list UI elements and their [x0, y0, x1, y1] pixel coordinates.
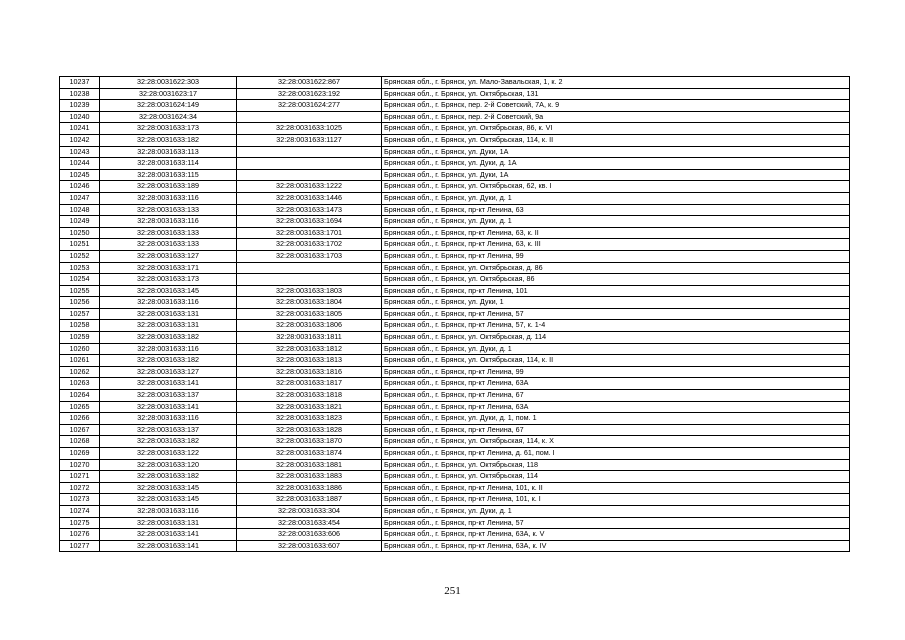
- address-cell: Брянская обл., г. Брянск, ул. Октябрьская, 114, к. II: [382, 134, 850, 146]
- table-row: [60, 169, 850, 181]
- table-row: [60, 436, 850, 448]
- address-cell: Брянская обл., г. Брянск, ул. Дуки, 1А: [382, 169, 850, 181]
- address-cell: Брянская обл., г. Брянск, пр-кт Ленина, 63, к. II: [382, 227, 850, 239]
- row-number-cell: 10276: [60, 529, 100, 541]
- table-row: [60, 77, 850, 89]
- table-row: [60, 88, 850, 100]
- row-number-cell: 10248: [60, 204, 100, 216]
- address-cell: Брянская обл., г. Брянск, пр-кт Ленина, д. 61, пом. I: [382, 448, 850, 460]
- parcel-cadastral-number-cell: 32:28:0031633:114: [100, 158, 237, 170]
- row-number-cell: 10267: [60, 424, 100, 436]
- row-number-cell: 10270: [60, 459, 100, 471]
- table-row: [60, 216, 850, 228]
- row-number-cell: 10274: [60, 505, 100, 517]
- row-number-cell: 10244: [60, 158, 100, 170]
- table-row: [60, 123, 850, 135]
- address-cell: Брянская обл., г. Брянск, пр-кт Ленина, 63А: [382, 378, 850, 390]
- address-cell: Брянская обл., г. Брянск, пр-кт Ленина, 101, к. I: [382, 494, 850, 506]
- address-cell: Брянская обл., г. Брянск, ул. Дуки, д. 1: [382, 192, 850, 204]
- address-cell: Брянская обл., г. Брянск, ул. Октябрьская, 118: [382, 459, 850, 471]
- object-cadastral-number-cell: [237, 111, 382, 123]
- object-cadastral-number-cell: 32:28:0031633:1806: [237, 320, 382, 332]
- parcel-cadastral-number-cell: 32:28:0031633:116: [100, 297, 237, 309]
- address-cell: Брянская обл., г. Брянск, ул. Дуки, д. 1: [382, 505, 850, 517]
- table-row: [60, 529, 850, 541]
- parcel-cadastral-number-cell: 32:28:0031633:131: [100, 320, 237, 332]
- parcel-cadastral-number-cell: 32:28:0031633:145: [100, 482, 237, 494]
- row-number-cell: 10252: [60, 250, 100, 262]
- address-cell: Брянская обл., г. Брянск, пр-кт Ленина, 63: [382, 204, 850, 216]
- row-number-cell: 10262: [60, 366, 100, 378]
- object-cadastral-number-cell: 32:28:0031633:606: [237, 529, 382, 541]
- parcel-cadastral-number-cell: 32:28:0031633:131: [100, 308, 237, 320]
- object-cadastral-number-cell: 32:28:0031633:1870: [237, 436, 382, 448]
- parcel-cadastral-number-cell: 32:28:0031633:141: [100, 540, 237, 552]
- row-number-cell: 10275: [60, 517, 100, 529]
- address-cell: Брянская обл., г. Брянск, ул. Октябрьская, д. 114: [382, 332, 850, 344]
- object-cadastral-number-cell: 32:28:0031633:1818: [237, 390, 382, 402]
- parcel-cadastral-number-cell: 32:28:0031633:141: [100, 401, 237, 413]
- table-row: [60, 204, 850, 216]
- parcel-cadastral-number-cell: 32:28:0031633:115: [100, 169, 237, 181]
- object-cadastral-number-cell: 32:28:0031633:1701: [237, 227, 382, 239]
- parcel-cadastral-number-cell: 32:28:0031633:141: [100, 529, 237, 541]
- address-cell: Брянская обл., г. Брянск, ул. Октябрьская, 114, к. X: [382, 436, 850, 448]
- address-cell: Брянская обл., г. Брянск, ул. Дуки, 1: [382, 297, 850, 309]
- address-cell: Брянская обл., г. Брянск, ул. Октябрьская, 114, к. II: [382, 355, 850, 367]
- parcel-cadastral-number-cell: 32:28:0031633:116: [100, 505, 237, 517]
- object-cadastral-number-cell: 32:28:0031633:1828: [237, 424, 382, 436]
- object-cadastral-number-cell: 32:28:0031633:1446: [237, 192, 382, 204]
- address-cell: Брянская обл., г. Брянск, ул. Мало-Завальская, 1, к. 2: [382, 77, 850, 89]
- table-row: [60, 100, 850, 112]
- object-cadastral-number-cell: 32:28:0031633:1803: [237, 285, 382, 297]
- row-number-cell: 10277: [60, 540, 100, 552]
- address-cell: Брянская обл., г. Брянск, пр-кт Ленина, 101, к. II: [382, 482, 850, 494]
- row-number-cell: 10264: [60, 390, 100, 402]
- object-cadastral-number-cell: 32:28:0031633:1883: [237, 471, 382, 483]
- object-cadastral-number-cell: 32:28:0031633:1874: [237, 448, 382, 460]
- row-number-cell: 10253: [60, 262, 100, 274]
- object-cadastral-number-cell: [237, 262, 382, 274]
- object-cadastral-number-cell: 32:28:0031633:1811: [237, 332, 382, 344]
- address-cell: Брянская обл., г. Брянск, ул. Октябрьская, 62, кв. I: [382, 181, 850, 193]
- row-number-cell: 10257: [60, 308, 100, 320]
- parcel-cadastral-number-cell: 32:28:0031633:182: [100, 134, 237, 146]
- row-number-cell: 10272: [60, 482, 100, 494]
- table-row: [60, 192, 850, 204]
- table-row: [60, 448, 850, 460]
- row-number-cell: 10254: [60, 274, 100, 286]
- table-row: [60, 505, 850, 517]
- table-row: [60, 424, 850, 436]
- table-row: [60, 355, 850, 367]
- row-number-cell: 10246: [60, 181, 100, 193]
- parcel-cadastral-number-cell: 32:28:0031633:171: [100, 262, 237, 274]
- object-cadastral-number-cell: 32:28:0031633:1812: [237, 343, 382, 355]
- table-row: [60, 540, 850, 552]
- object-cadastral-number-cell: 32:28:0031633:1805: [237, 308, 382, 320]
- parcel-cadastral-number-cell: 32:28:0031633:133: [100, 239, 237, 251]
- address-cell: Брянская обл., г. Брянск, пр-кт Ленина, 57: [382, 517, 850, 529]
- parcel-cadastral-number-cell: 32:28:0031633:133: [100, 204, 237, 216]
- table-row: [60, 250, 850, 262]
- address-cell: Брянская обл., г. Брянск, пр-кт Ленина, 99: [382, 366, 850, 378]
- row-number-cell: 10265: [60, 401, 100, 413]
- address-cell: Брянская обл., г. Брянск, пр-кт Ленина, 63А, к. V: [382, 529, 850, 541]
- address-cell: Брянская обл., г. Брянск, ул. Октябрьская, 86: [382, 274, 850, 286]
- row-number-cell: 10243: [60, 146, 100, 158]
- row-number-cell: 10241: [60, 123, 100, 135]
- address-cell: Брянская обл., г. Брянск, пр-кт Ленина, 57, к. 1-4: [382, 320, 850, 332]
- page-number: 251: [444, 585, 461, 597]
- row-number-cell: 10259: [60, 332, 100, 344]
- address-cell: Брянская обл., г. Брянск, пер. 2-й Советский, 7А, к. 9: [382, 100, 850, 112]
- address-cell: Брянская обл., г. Брянск, пр-кт Ленина, 99: [382, 250, 850, 262]
- object-cadastral-number-cell: 32:28:0031633:454: [237, 517, 382, 529]
- parcel-cadastral-number-cell: 32:28:0031622:303: [100, 77, 237, 89]
- address-cell: Брянская обл., г. Брянск, ул. Октябрьская, 86, к. VI: [382, 123, 850, 135]
- address-cell: Брянская обл., г. Брянск, ул. Дуки, д. 1: [382, 216, 850, 228]
- table-row: [60, 285, 850, 297]
- row-number-cell: 10240: [60, 111, 100, 123]
- table-row: [60, 517, 850, 529]
- parcel-cadastral-number-cell: 32:28:0031633:145: [100, 285, 237, 297]
- parcel-cadastral-number-cell: 32:28:0031633:182: [100, 436, 237, 448]
- object-cadastral-number-cell: 32:28:0031633:1694: [237, 216, 382, 228]
- object-cadastral-number-cell: 32:28:0031633:1127: [237, 134, 382, 146]
- property-registry-table: [59, 76, 850, 552]
- table-row: [60, 181, 850, 193]
- table-row: [60, 332, 850, 344]
- row-number-cell: 10255: [60, 285, 100, 297]
- parcel-cadastral-number-cell: 32:28:0031633:127: [100, 366, 237, 378]
- row-number-cell: 10247: [60, 192, 100, 204]
- parcel-cadastral-number-cell: 32:28:0031633:182: [100, 471, 237, 483]
- table-row: [60, 482, 850, 494]
- object-cadastral-number-cell: 32:28:0031633:1817: [237, 378, 382, 390]
- parcel-cadastral-number-cell: 32:28:0031633:137: [100, 390, 237, 402]
- parcel-cadastral-number-cell: 32:28:0031633:127: [100, 250, 237, 262]
- parcel-cadastral-number-cell: 32:28:0031633:133: [100, 227, 237, 239]
- object-cadastral-number-cell: 32:28:0031633:1886: [237, 482, 382, 494]
- parcel-cadastral-number-cell: 32:28:0031633:145: [100, 494, 237, 506]
- row-number-cell: 10273: [60, 494, 100, 506]
- table-row: [60, 274, 850, 286]
- parcel-cadastral-number-cell: 32:28:0031633:182: [100, 355, 237, 367]
- address-cell: Брянская обл., г. Брянск, пр-кт Ленина, 67: [382, 390, 850, 402]
- address-cell: Брянская обл., г. Брянск, ул. Октябрьская, д. 86: [382, 262, 850, 274]
- parcel-cadastral-number-cell: 32:28:0031633:131: [100, 517, 237, 529]
- table-row: [60, 111, 850, 123]
- table-row: [60, 459, 850, 471]
- object-cadastral-number-cell: 32:28:0031633:1702: [237, 239, 382, 251]
- table-row: [60, 146, 850, 158]
- address-cell: Брянская обл., г. Брянск, ул. Дуки, д. 1: [382, 343, 850, 355]
- address-cell: Брянская обл., г. Брянск, ул. Дуки, д. 1А: [382, 158, 850, 170]
- parcel-cadastral-number-cell: 32:28:0031633:120: [100, 459, 237, 471]
- address-cell: Брянская обл., г. Брянск, пер. 2-й Советский, 9а: [382, 111, 850, 123]
- table-row: [60, 390, 850, 402]
- parcel-cadastral-number-cell: 32:28:0031633:116: [100, 216, 237, 228]
- row-number-cell: 10251: [60, 239, 100, 251]
- address-cell: Брянская обл., г. Брянск, пр-кт Ленина, 63А, к. IV: [382, 540, 850, 552]
- address-cell: Брянская обл., г. Брянск, пр-кт Ленина, 63, к. III: [382, 239, 850, 251]
- object-cadastral-number-cell: 32:28:0031633:1804: [237, 297, 382, 309]
- object-cadastral-number-cell: [237, 169, 382, 181]
- row-number-cell: 10258: [60, 320, 100, 332]
- row-number-cell: 10261: [60, 355, 100, 367]
- table-row: [60, 378, 850, 390]
- table-row: [60, 320, 850, 332]
- row-number-cell: 10242: [60, 134, 100, 146]
- row-number-cell: 10260: [60, 343, 100, 355]
- row-number-cell: 10250: [60, 227, 100, 239]
- registry-table-body: [60, 77, 850, 552]
- parcel-cadastral-number-cell: 32:28:0031624:149: [100, 100, 237, 112]
- parcel-cadastral-number-cell: 32:28:0031633:182: [100, 332, 237, 344]
- row-number-cell: 10249: [60, 216, 100, 228]
- parcel-cadastral-number-cell: 32:28:0031633:189: [100, 181, 237, 193]
- address-cell: Брянская обл., г. Брянск, пр-кт Ленина, 57: [382, 308, 850, 320]
- address-cell: Брянская обл., г. Брянск, ул. Дуки, 1А: [382, 146, 850, 158]
- address-cell: Брянская обл., г. Брянск, пр-кт Ленина, 63А: [382, 401, 850, 413]
- table-row: [60, 308, 850, 320]
- object-cadastral-number-cell: 32:28:0031624:277: [237, 100, 382, 112]
- row-number-cell: 10268: [60, 436, 100, 448]
- table-row: [60, 413, 850, 425]
- parcel-cadastral-number-cell: 32:28:0031633:122: [100, 448, 237, 460]
- address-cell: Брянская обл., г. Брянск, пр-кт Ленина, 101: [382, 285, 850, 297]
- row-number-cell: 10269: [60, 448, 100, 460]
- object-cadastral-number-cell: 32:28:0031633:304: [237, 505, 382, 517]
- table-row: [60, 494, 850, 506]
- parcel-cadastral-number-cell: 32:28:0031623:17: [100, 88, 237, 100]
- object-cadastral-number-cell: 32:28:0031622:867: [237, 77, 382, 89]
- object-cadastral-number-cell: 32:28:0031633:1881: [237, 459, 382, 471]
- object-cadastral-number-cell: 32:28:0031633:1025: [237, 123, 382, 135]
- parcel-cadastral-number-cell: 32:28:0031633:137: [100, 424, 237, 436]
- row-number-cell: 10263: [60, 378, 100, 390]
- object-cadastral-number-cell: 32:28:0031633:1703: [237, 250, 382, 262]
- table-row: [60, 262, 850, 274]
- address-cell: Брянская обл., г. Брянск, ул. Октябрьская, 131: [382, 88, 850, 100]
- object-cadastral-number-cell: 32:28:0031633:1222: [237, 181, 382, 193]
- parcel-cadastral-number-cell: 32:28:0031633:113: [100, 146, 237, 158]
- row-number-cell: 10266: [60, 413, 100, 425]
- table-row: [60, 366, 850, 378]
- object-cadastral-number-cell: 32:28:0031633:1813: [237, 355, 382, 367]
- row-number-cell: 10271: [60, 471, 100, 483]
- object-cadastral-number-cell: 32:28:0031633:1887: [237, 494, 382, 506]
- row-number-cell: 10238: [60, 88, 100, 100]
- parcel-cadastral-number-cell: 32:28:0031633:141: [100, 378, 237, 390]
- parcel-cadastral-number-cell: 32:28:0031633:116: [100, 413, 237, 425]
- address-cell: Брянская обл., г. Брянск, ул. Дуки, д. 1, пом. 1: [382, 413, 850, 425]
- table-row: [60, 239, 850, 251]
- object-cadastral-number-cell: [237, 146, 382, 158]
- object-cadastral-number-cell: 32:28:0031633:1473: [237, 204, 382, 216]
- row-number-cell: 10256: [60, 297, 100, 309]
- object-cadastral-number-cell: 32:28:0031623:192: [237, 88, 382, 100]
- object-cadastral-number-cell: [237, 158, 382, 170]
- object-cadastral-number-cell: 32:28:0031633:1823: [237, 413, 382, 425]
- parcel-cadastral-number-cell: 32:28:0031633:116: [100, 192, 237, 204]
- table-row: [60, 158, 850, 170]
- table-row: [60, 343, 850, 355]
- row-number-cell: 10245: [60, 169, 100, 181]
- object-cadastral-number-cell: [237, 274, 382, 286]
- parcel-cadastral-number-cell: 32:28:0031624:34: [100, 111, 237, 123]
- table-row: [60, 227, 850, 239]
- table-row: [60, 297, 850, 309]
- table-row: [60, 134, 850, 146]
- row-number-cell: 10239: [60, 100, 100, 112]
- table-row: [60, 471, 850, 483]
- address-cell: Брянская обл., г. Брянск, пр-кт Ленина, 67: [382, 424, 850, 436]
- table-row: [60, 401, 850, 413]
- parcel-cadastral-number-cell: 32:28:0031633:173: [100, 123, 237, 135]
- parcel-cadastral-number-cell: 32:28:0031633:173: [100, 274, 237, 286]
- row-number-cell: 10237: [60, 77, 100, 89]
- parcel-cadastral-number-cell: 32:28:0031633:116: [100, 343, 237, 355]
- object-cadastral-number-cell: 32:28:0031633:607: [237, 540, 382, 552]
- object-cadastral-number-cell: 32:28:0031633:1821: [237, 401, 382, 413]
- object-cadastral-number-cell: 32:28:0031633:1816: [237, 366, 382, 378]
- address-cell: Брянская обл., г. Брянск, ул. Октябрьская, 114: [382, 471, 850, 483]
